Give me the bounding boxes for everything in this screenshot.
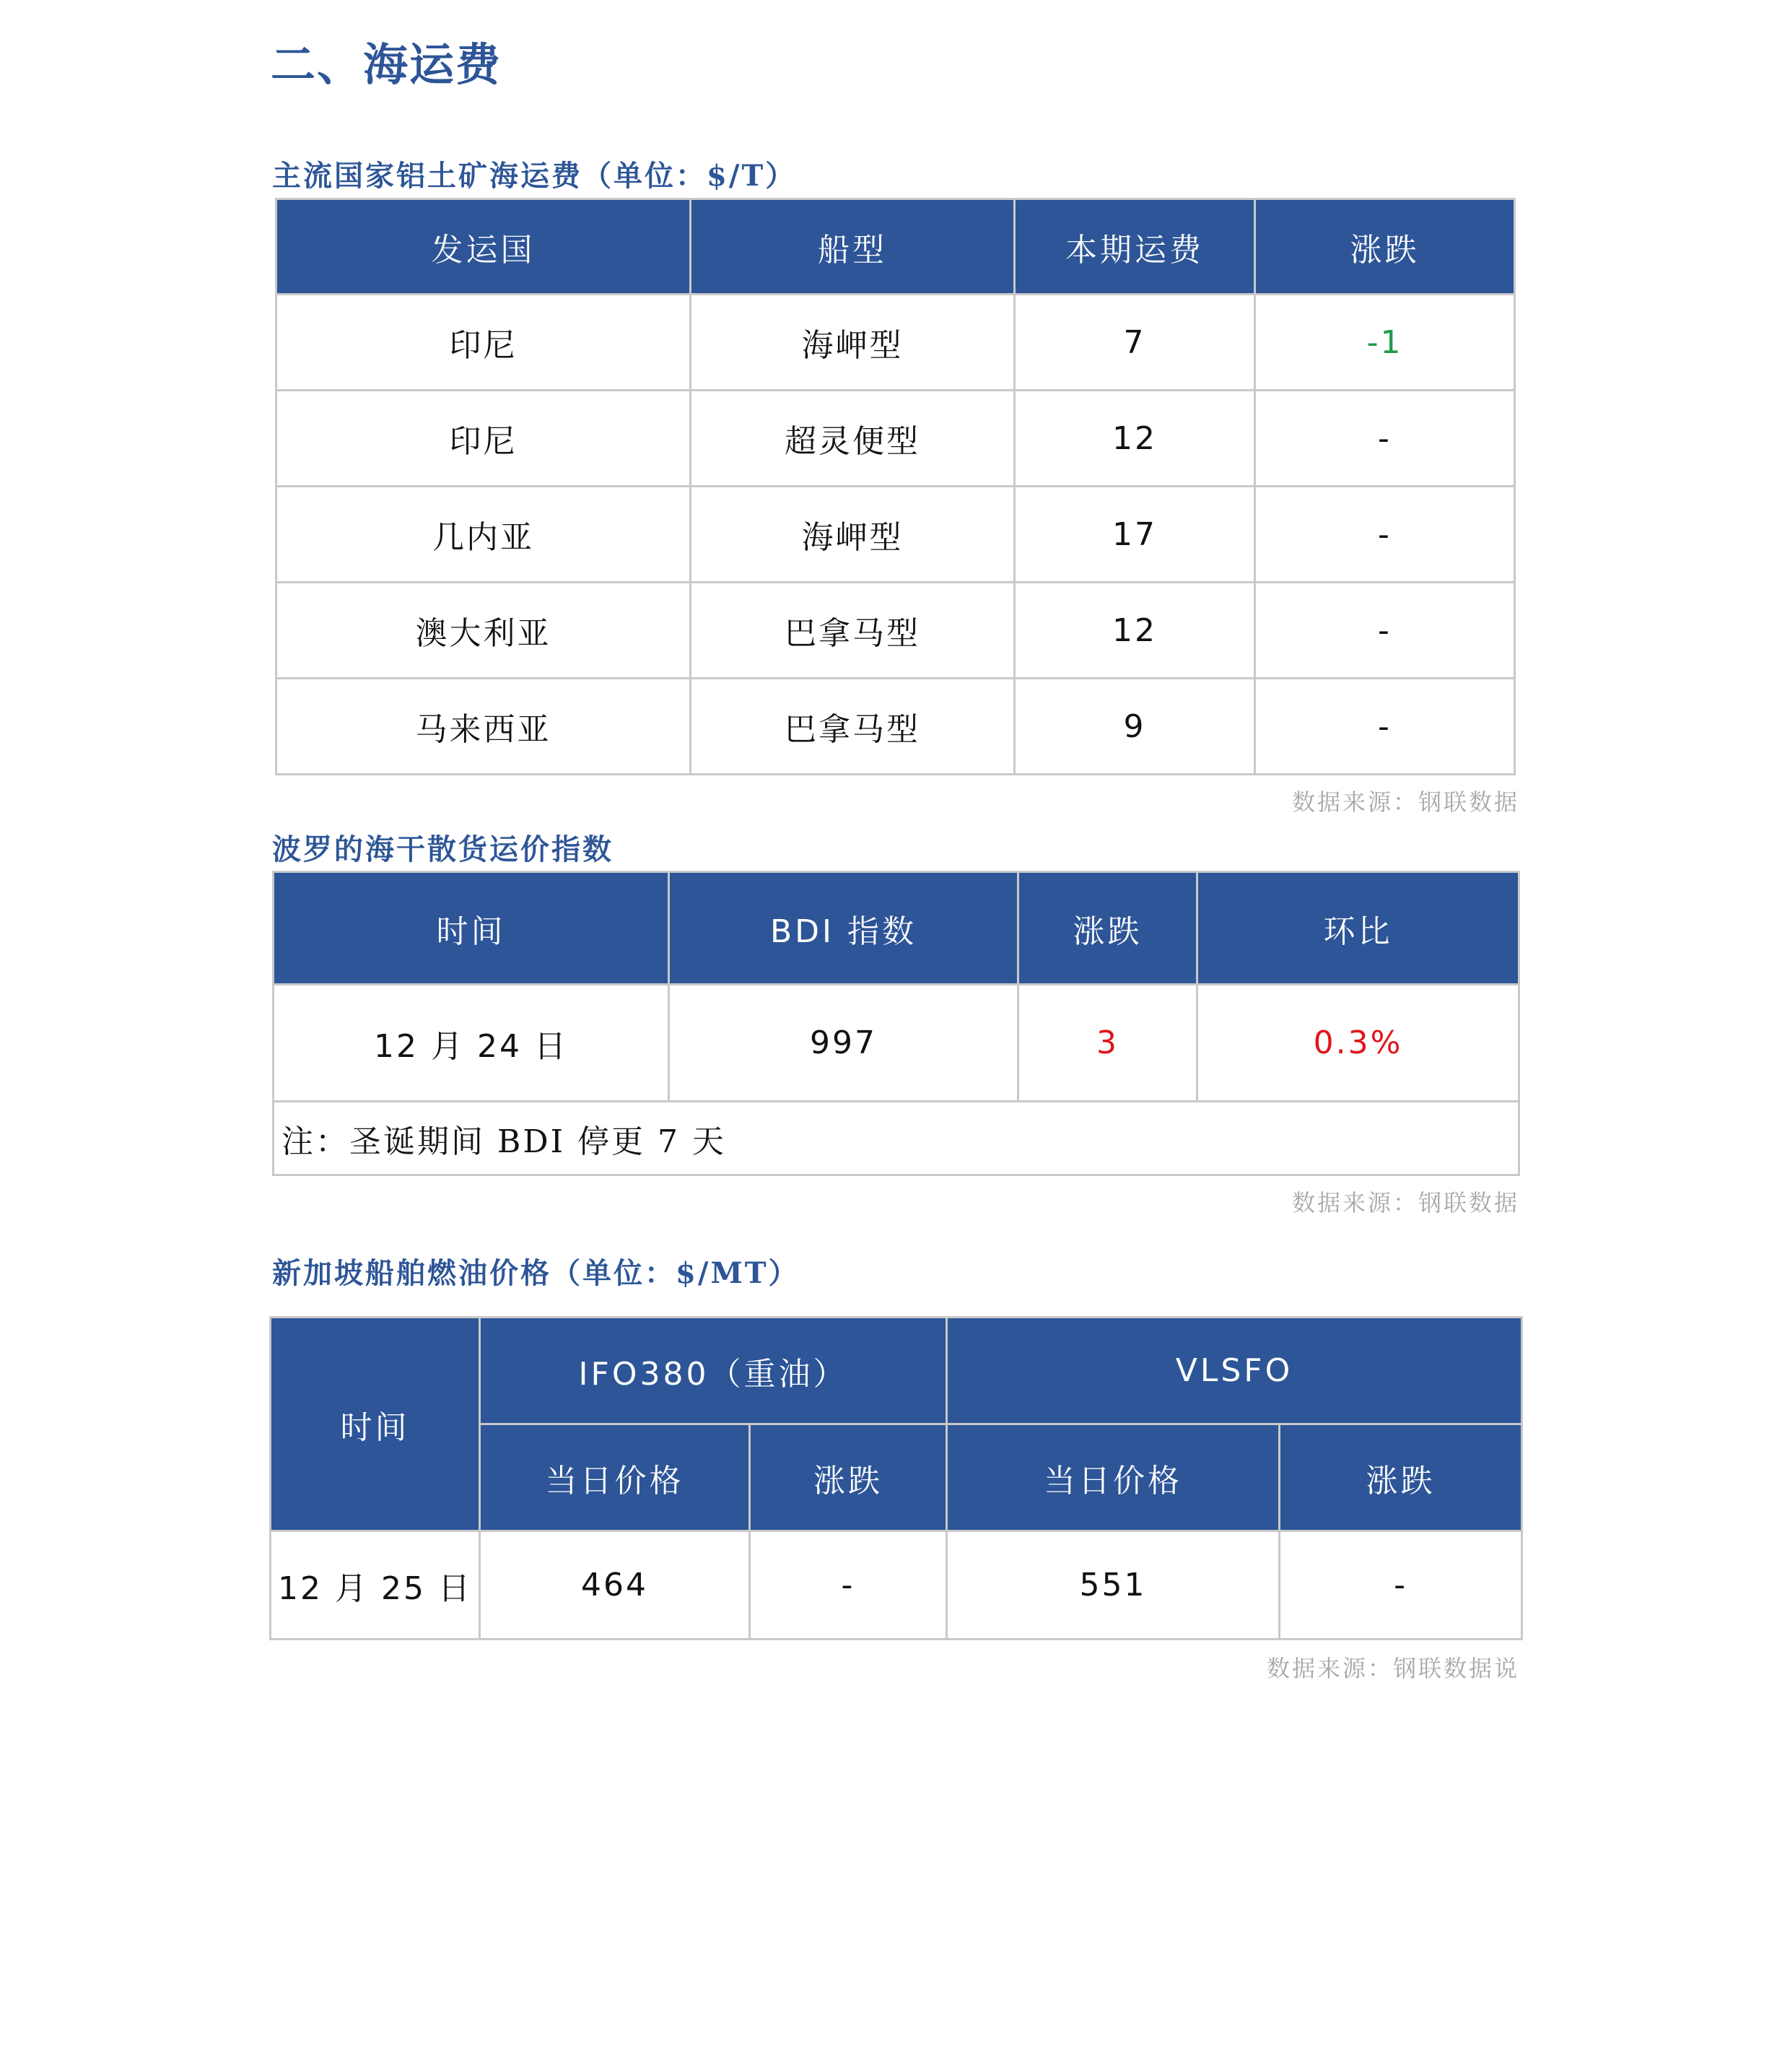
vlsfo-change-cell: -: [1280, 1531, 1522, 1640]
header-bdi: BDI 指数: [669, 872, 1018, 985]
bdi-table: [272, 871, 1520, 1176]
table1-caption: 主流国家铝土矿海运费（单位：$/T）: [272, 159, 797, 193]
country-cell: 马来西亚: [276, 679, 691, 775]
bdi-note: 注：圣诞期间 BDI 停更 7 天: [274, 1102, 1519, 1175]
ratio-cell: 0.3%: [1197, 985, 1519, 1102]
change-cell: -: [1255, 679, 1515, 775]
country-cell: 几内亚: [276, 487, 691, 583]
header-time: 时间: [274, 872, 669, 985]
ifo-change-cell: -: [750, 1531, 947, 1640]
table-row: [276, 583, 1515, 679]
ship-type-cell: 海岬型: [691, 487, 1015, 583]
bauxite-freight-table: [275, 198, 1516, 775]
country-cell: 印尼: [276, 391, 691, 487]
vlsfo-price-cell: 551: [947, 1531, 1280, 1640]
ship-type-cell: 巴拿马型: [691, 679, 1015, 775]
header-time: 时间: [271, 1318, 480, 1531]
header-vlsfo-change: 涨跌: [1280, 1424, 1522, 1531]
table-row: [271, 1531, 1522, 1640]
table-row: [274, 985, 1519, 1102]
header-country: 发运国: [276, 199, 691, 295]
freight-cell: 17: [1015, 487, 1255, 583]
freight-cell: 9: [1015, 679, 1255, 775]
ifo-price-cell: 464: [480, 1531, 750, 1640]
header-ifo-change: 涨跌: [750, 1424, 947, 1531]
table3-source: 数据来源：钢联数据说: [1266, 1655, 1519, 1682]
change-cell: 3: [1018, 985, 1197, 1102]
country-cell: 印尼: [276, 295, 691, 391]
change-cell: -: [1255, 583, 1515, 679]
change-cell: -: [1255, 487, 1515, 583]
section-title: 二、海运费: [271, 38, 502, 91]
freight-cell: 12: [1015, 391, 1255, 487]
freight-cell: 7: [1015, 295, 1255, 391]
header-freight: 本期运费: [1015, 199, 1255, 295]
ship-type-cell: 超灵便型: [691, 391, 1015, 487]
table2-caption: 波罗的海干散货运价指数: [272, 832, 614, 866]
header-change: 涨跌: [1018, 872, 1197, 985]
header-ratio: 环比: [1197, 872, 1519, 985]
table3-caption: 新加坡船舶燃油价格（单位：$/MT）: [272, 1256, 800, 1290]
table-row: [276, 391, 1515, 487]
table-row: [276, 679, 1515, 775]
bunker-price-table: [269, 1316, 1523, 1640]
header-vlsfo-price: 当日价格: [947, 1424, 1280, 1531]
ship-type-cell: 海岬型: [691, 295, 1015, 391]
table2-source: 数据来源：钢联数据: [1291, 1189, 1519, 1216]
change-cell: -: [1255, 391, 1515, 487]
header-vlsfo: VLSFO: [947, 1318, 1522, 1424]
ship-type-cell: 巴拿马型: [691, 583, 1015, 679]
date-cell: 12 月 24 日: [274, 985, 669, 1102]
table1-source: 数据来源：钢联数据: [1291, 788, 1519, 816]
header-ship-type: 船型: [691, 199, 1015, 295]
date-cell: 12 月 25 日: [271, 1531, 480, 1640]
header-change: 涨跌: [1255, 199, 1515, 295]
freight-cell: 12: [1015, 583, 1255, 679]
change-cell: -1: [1255, 295, 1515, 391]
country-cell: 澳大利亚: [276, 583, 691, 679]
table-row: [276, 295, 1515, 391]
header-ifo380: IFO380（重油）: [480, 1318, 947, 1424]
header-ifo-price: 当日价格: [480, 1424, 750, 1531]
table-row: [276, 487, 1515, 583]
bdi-cell: 997: [669, 985, 1018, 1102]
